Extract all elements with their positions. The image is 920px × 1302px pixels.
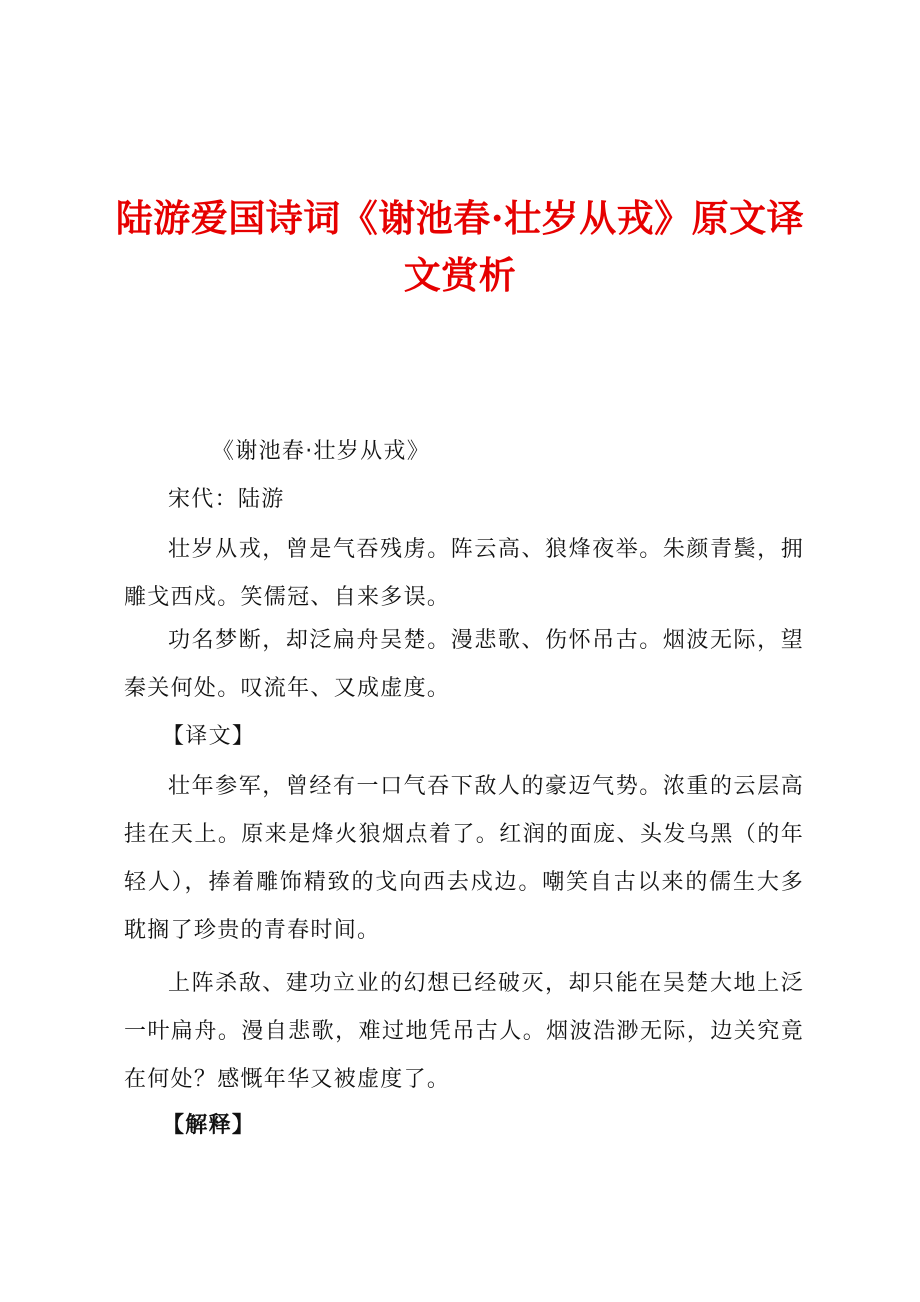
poem-title: 《谢池春·壮岁从戎》 [212, 439, 430, 464]
poem-stanza-2: 功名梦断，却泛扁舟吴楚。漫悲歌、伤怀吊古。烟波无际，望秦关何处。叹流年、又成虚度。 [124, 628, 804, 701]
author-line: 宋代：陆游 [168, 487, 285, 512]
explanation-heading: 【解释】 [162, 1113, 256, 1138]
document-title: 陆游爱国诗词《谢池春·壮岁从戎》原文译文赏析 [115, 196, 805, 297]
translation-paragraph-2: 上阵杀敌、建功立业的幻想已经破灭，却只能在吴楚大地上泛一叶扁舟。漫自悲歌，难过地凭吊古人。烟波浩渺无际，边关究竟在何处？感慨年华又被虚度了。 [124, 971, 804, 1092]
translation-heading: 【译文】 [162, 724, 256, 749]
poem-stanza-1: 壮岁从戎，曾是气吞残虏。阵云高、狼烽夜举。朱颜青鬓，拥雕戈西戍。笑儒冠、自来多误。 [124, 537, 804, 610]
translation-paragraph-1: 壮年参军，曾经有一口气吞下敌人的豪迈气势。浓重的云层高挂在天上。原来是烽火狼烟点着了。红润的面庞、头发乌黑（的年轻人），捧着雕饰精致的戈向西去戍边。嘲笑自古以来的儒生大多耽搁了珍贵的青春时间。 [124, 774, 804, 943]
